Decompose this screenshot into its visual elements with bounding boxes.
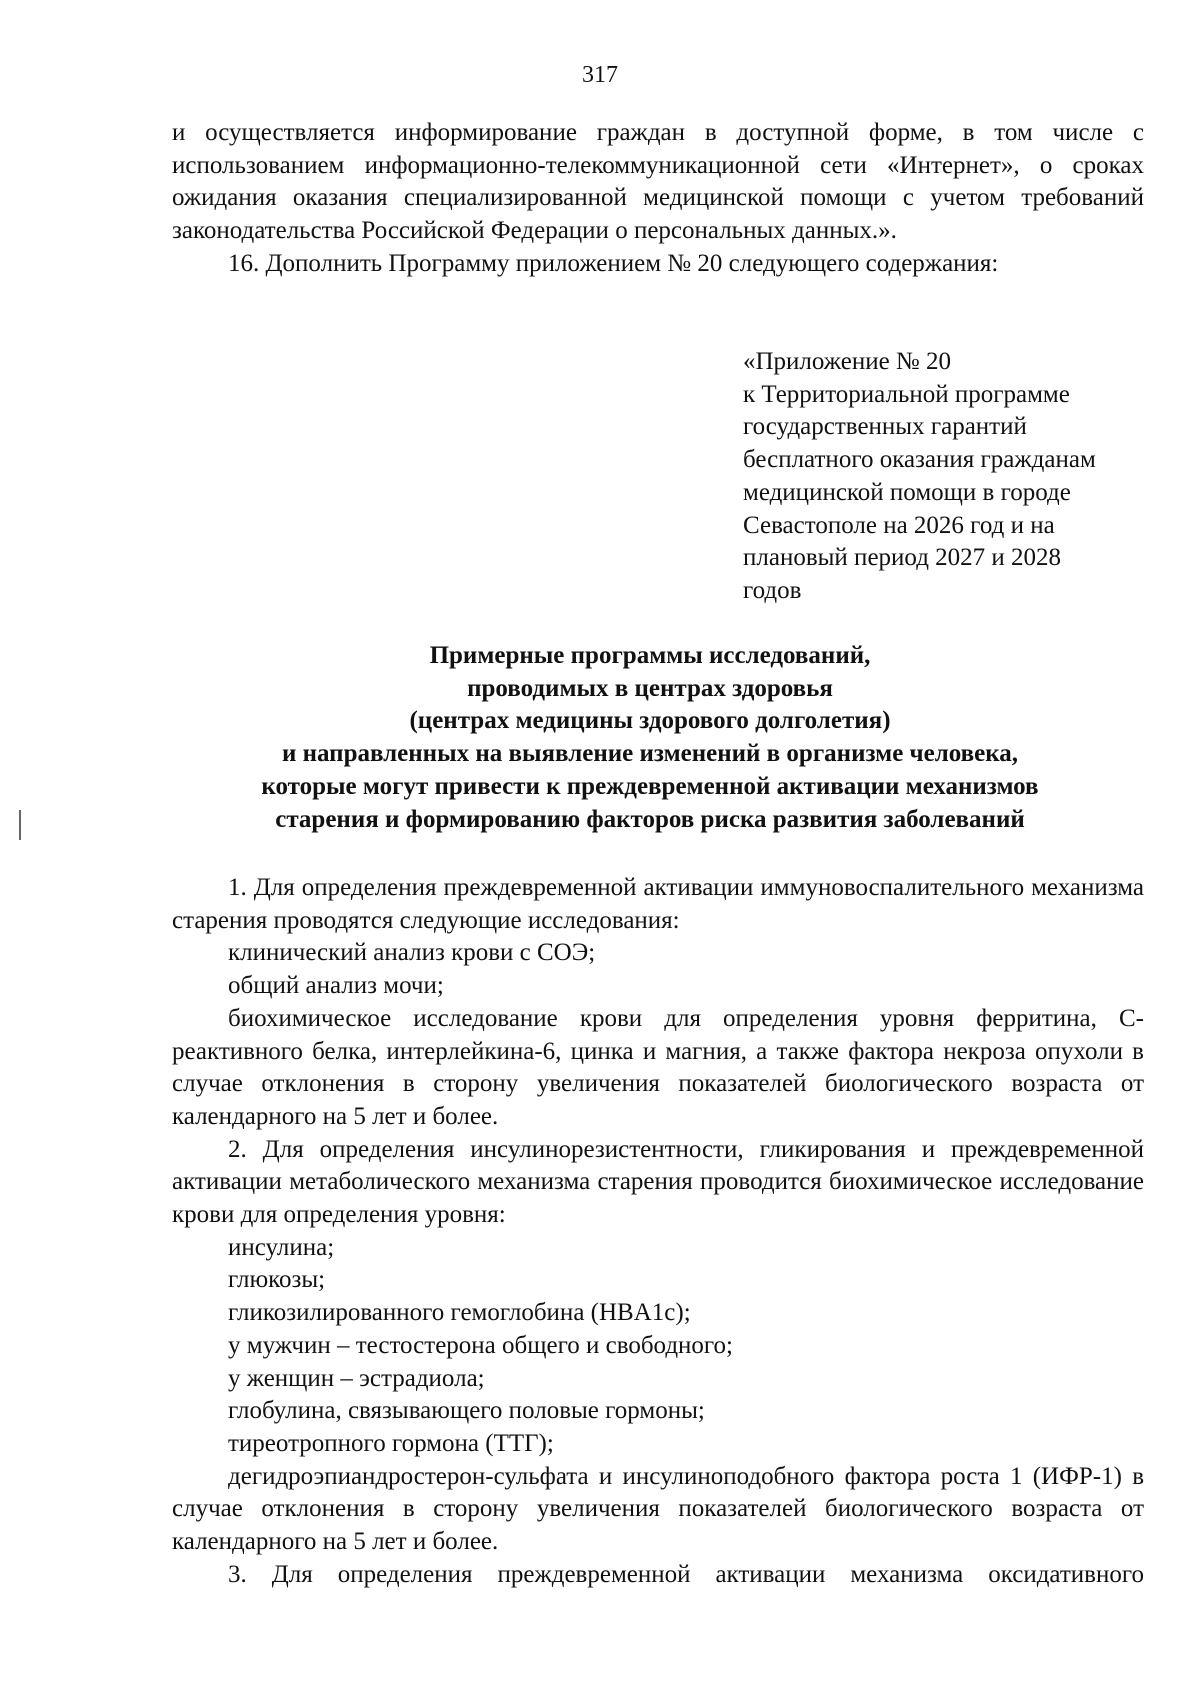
title-line: (центрах медицины здорового долголетия) [409, 707, 891, 735]
section-2-item: у женщин – эстрадиола; [228, 1364, 485, 1392]
intro-block [172, 117, 1144, 281]
title-line: и направленных на выявление изменений в организме человека, [281, 740, 1019, 768]
title-line: которые могут привести к преждевременной активации механизмов [261, 772, 1039, 800]
appendix-line: медицинской помощи в городе [743, 478, 1071, 506]
appendix-line: государственных гарантий [743, 413, 1027, 441]
section-1-intro: 1. Для определения преждевременной активации иммуновоспалительного механизма старения проводятся следующие исследования: [172, 874, 1144, 934]
section-2-item: глобулина, связывающего половые гормоны; [228, 1397, 705, 1425]
scan-artifact-line [19, 810, 21, 840]
section-2-item: инсулина; [228, 1233, 335, 1261]
main-content [172, 872, 1144, 1591]
section-2-intro: 2. Для определения инсулинорезистентности, гликирования и преждевременной активации метаболического механизма старения проводится биохимическое исследование крови для определения уровня: [172, 1135, 1144, 1229]
title-line: старения и формированию факторов риска развития заболеваний [275, 805, 1025, 833]
appendix-line: годов [743, 576, 802, 604]
appendix-line: плановый период 2027 и 2028 [743, 544, 1062, 572]
section-1-item: клинический анализ крови с СОЭ; [228, 939, 596, 967]
item-16: 16. Дополнить Программу приложением № 20 следующего содержания: [228, 249, 999, 277]
title-line: Примерные программы исследований, [429, 642, 871, 669]
section-2-item: у мужчин – тестостерона общего и свободного; [228, 1331, 734, 1359]
appendix-reference [743, 346, 1153, 608]
page-number: 317 [582, 62, 618, 88]
section-2-item: гликозилированного гемоглобина (HBA1c); [228, 1299, 691, 1327]
section-3-intro: 3. Для определения преждевременной активации механизма оксидативного [228, 1560, 1144, 1588]
section-2-last-item: дегидроэпиандростерон-сульфата и инсулиноподобного фактора роста 1 (ИФР-1) в случае отклонения в сторону увеличения показателей биологического возраста от календарного на 5 лет и более. [172, 1462, 1144, 1556]
intro-paragraph: и осуществляется информирование граждан в доступной форме, в том числе с использованием информационно-телекоммуникационной сети «Интернет», о сроках ожидания оказания специализированной медицинской помощи с учетом требований законодательства Российской Федерации о персональных данных.». [172, 119, 1144, 245]
title-line: проводимых в центрах здоровья [467, 674, 833, 702]
appendix-line: к Территориальной программе [743, 380, 1070, 408]
appendix-line: «Приложение № 20 [743, 348, 952, 375]
document-title [150, 640, 1150, 836]
appendix-line: бесплатного оказания гражданам [743, 446, 1096, 474]
section-2-item: тиреотропного гормона (ТТГ); [228, 1429, 554, 1457]
section-1-last-item: биохимическое исследование крови для определения уровня ферритина, С-реактивного белка, интерлейкина-6, цинка и магния, а также фактора некроза опухоли в случае отклонения в сторону увеличения показателей биологического возраста от календарного на 5 лет и более. [172, 1004, 1144, 1130]
section-2-item: глюкозы; [228, 1266, 326, 1294]
appendix-line: Севастополе на 2026 год и на [743, 511, 1055, 539]
section-1-item: общий анализ мочи; [228, 972, 444, 1000]
